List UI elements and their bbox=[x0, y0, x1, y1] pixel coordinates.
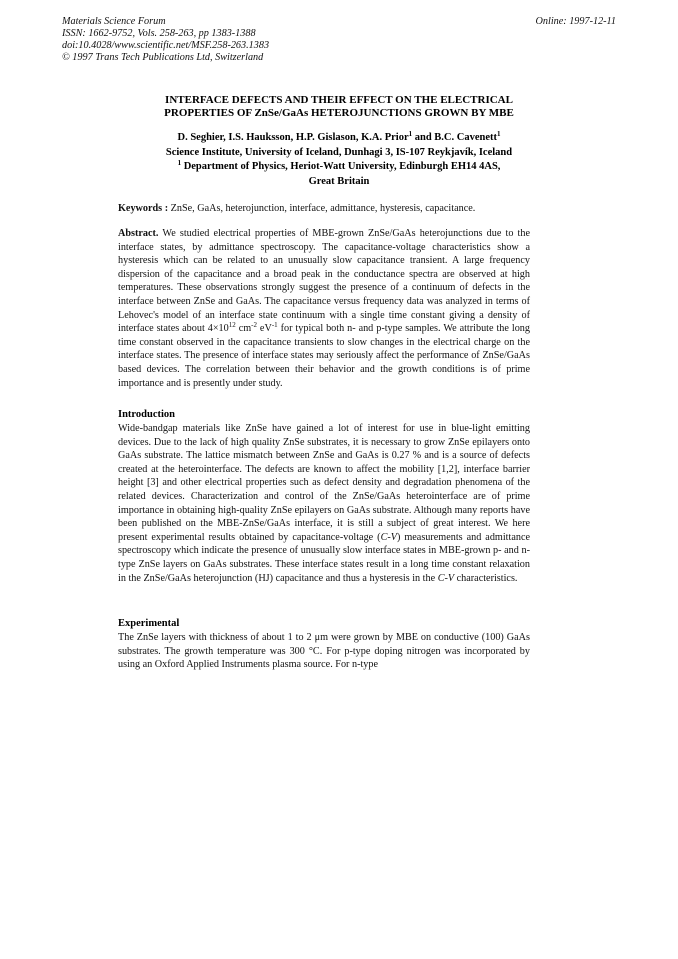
author-list bbox=[100, 131, 578, 146]
title-line-2: PROPERTIES OF ZnSe/GaAs HETEROJUNCTIONS GROWN BY MBE bbox=[164, 106, 514, 119]
introduction-text-b: ) measurements and admittance spectroscopy which indicate the presence of unusually slow interface states in MBE-grown p- and n-type ZnSe layers on GaAs substrates. These interface states result in a long time constant relaxation in the ZnSe/GaAs heterojunction (HJ) capacitance and thus a hysteresis in the bbox=[118, 531, 530, 584]
issn-line: ISSN: 1662-9752, Vols. 258-263, pp 1383-1388 bbox=[62, 28, 256, 39]
author-names-b: and B.C. Cavenett bbox=[412, 132, 498, 143]
abstract-text-b: for typical both n- and p-type samples. We attribute the long time constant observed in the capacitance transients to slow changes in the electrical charge on the interface states. The presence of interface states may seriously affect the performance of ZnSe/GaAs based devices. The correlation between their behavior and the growth conditions is of prime importance and is presently under study. bbox=[118, 323, 530, 389]
keywords-text: ZnSe, GaAs, heterojunction, interface, admittance, hysteresis, capacitance. bbox=[168, 203, 476, 214]
abstract-unit-a: cm bbox=[235, 323, 252, 335]
abstract bbox=[118, 227, 530, 390]
affiliation-2-country: Great Britain bbox=[308, 175, 370, 187]
introduction-text bbox=[118, 422, 530, 585]
affiliation-2 bbox=[100, 160, 578, 175]
introduction-cv-2: C-V bbox=[437, 572, 455, 584]
introduction-text-c: characteristics. bbox=[454, 572, 518, 584]
online-date: Online: 1997-12-11 bbox=[535, 16, 616, 27]
introduction-text-a: Wide-bandgap materials like ZnSe have gained a lot of interest for use in blue-light emitting devices. Due to the lack of high quality ZnSe substrates, it is necessary to grow ZnSe epilayers onto GaAs substrate. The lattice mismatch between ZnSe and GaAs is 0.27 % and is a source of defects created at the heterointerface. The defects are known to affect the mobility [1,2], interface barrier height [3] and other electrical properties such as defect density and degradation phenomena of the related devices. Characterization and control of the ZnSe/GaAs heterointerface are of prime importance in obtaining high-quality ZnSe epilayers on GaAs substrate. Although many reports have been published on the MBE-ZnSe/GaAs interface, it is still a subject of great interest. We here present experimental results obtained by capacitance-voltage ( bbox=[118, 423, 530, 543]
authors-block bbox=[100, 131, 578, 189]
abstract-text-a: We studied electrical properties of MBE-grown ZnSe/GaAs heterojunctions due to the interface states, by admittance spectroscopy. The capacitance-voltage characteristics show a hysteresis which can be related to an unusually slow capacitance transient. A large frequency dispersion of the capacitance and a broad peak in the conductance spectra are observed at high temperatures. These observations strongly suggest the presence of a continuum of defects in the interface between ZnSe and GaAs. The capacitance versus frequency data was analyzed in terms of Lehovec's model of an interface state continuum with a single time constant giving a density of interface states about 4×10 bbox=[118, 228, 530, 335]
affiliation-mark-1: 1 bbox=[408, 130, 413, 138]
doi-line: doi:10.4028/www.scientific.net/MSF.258-263.1383 bbox=[62, 40, 270, 51]
experimental-text: The ZnSe layers with thickness of about 1 to 2 μm were grown by MBE on conductive (100) GaAs substrates. The growth temperature was 300 °C. For p-type doping nitrogen was incorporated by using an Oxford Applied Instruments plasma source. For n-type bbox=[118, 632, 530, 671]
paper-title bbox=[100, 94, 578, 119]
journal-name: Materials Science Forum bbox=[62, 16, 166, 27]
citation-header bbox=[62, 16, 422, 64]
abstract-label: Abstract. bbox=[118, 228, 159, 239]
author-names-a: D. Seghier, I.S. Hauksson, H.P. Gislason, K.A. Prior bbox=[177, 132, 409, 143]
abstract-exponent-1: 12 bbox=[228, 321, 236, 330]
keywords-label: Keywords : bbox=[118, 203, 169, 214]
title-line-1: INTERFACE DEFECTS AND THEIR EFFECT ON THE ELECTRICAL bbox=[165, 94, 513, 106]
affiliation-2-text: Department of Physics, Heriot-Watt University, Edinburgh EH14 4AS, bbox=[181, 161, 501, 172]
experimental-heading: Experimental bbox=[118, 618, 180, 629]
abstract-exponent-3: -1 bbox=[271, 321, 278, 330]
affiliation-2-mark: 1 bbox=[177, 159, 182, 167]
introduction-heading: Introduction bbox=[118, 409, 175, 420]
affiliation-mark-2: 1 bbox=[497, 130, 501, 138]
abstract-unit-b: eV bbox=[256, 323, 272, 335]
copyright-line: © 1997 Trans Tech Publications Ltd, Switzerland bbox=[62, 52, 264, 63]
affiliation-1: Science Institute, University of Iceland, Dunhagi 3, IS-107 Reykjavík, Iceland bbox=[165, 146, 513, 158]
abstract-exponent-2: -2 bbox=[251, 321, 257, 330]
introduction-cv-1: C-V bbox=[380, 531, 397, 543]
keywords bbox=[118, 202, 530, 216]
